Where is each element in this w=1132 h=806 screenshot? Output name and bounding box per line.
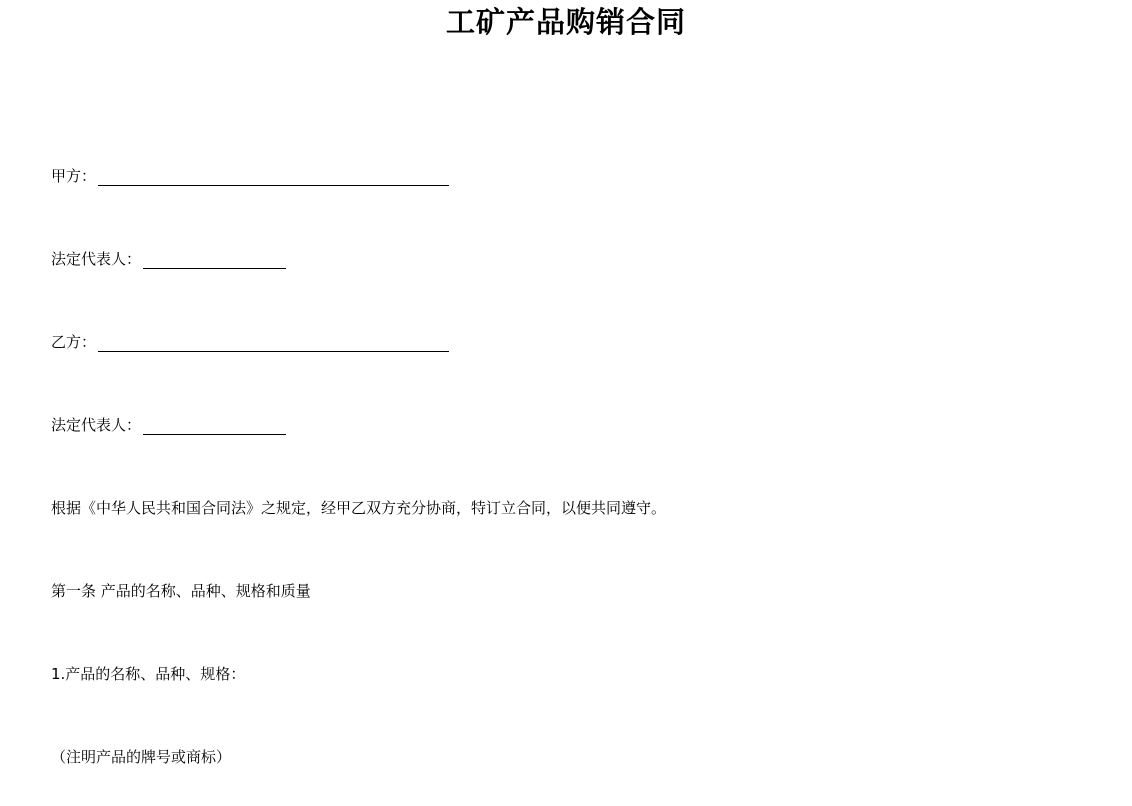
party-a-line — [51, 166, 449, 186]
brand-note-text: （注明产品的牌号或商标） — [51, 748, 232, 766]
party-a-blank — [98, 169, 449, 186]
party-a-representative-label: 法定代表人： — [51, 250, 142, 268]
item-1-text: 1.产品的名称、品种、规格： — [51, 665, 246, 683]
party-b-line — [51, 332, 449, 352]
article-1-heading: 第一条 产品的名称、品种、规格和质量 — [51, 582, 311, 600]
party-b-representative-blank — [143, 418, 286, 435]
party-a-representative-blank — [143, 252, 286, 269]
preamble-paragraph: 根据《中华人民共和国合同法》之规定，经甲乙双方充分协商，特订立合同，以便共同遵守。 — [51, 499, 667, 517]
document-title: 工矿产品购销合同 — [445, 5, 686, 39]
party-b-representative-label: 法定代表人： — [51, 416, 142, 434]
party-b-representative-line — [51, 415, 286, 435]
party-a-label: 甲方： — [51, 167, 97, 185]
party-a-representative-line — [51, 249, 286, 269]
party-b-blank — [98, 335, 449, 352]
party-b-label: 乙方： — [51, 333, 97, 351]
